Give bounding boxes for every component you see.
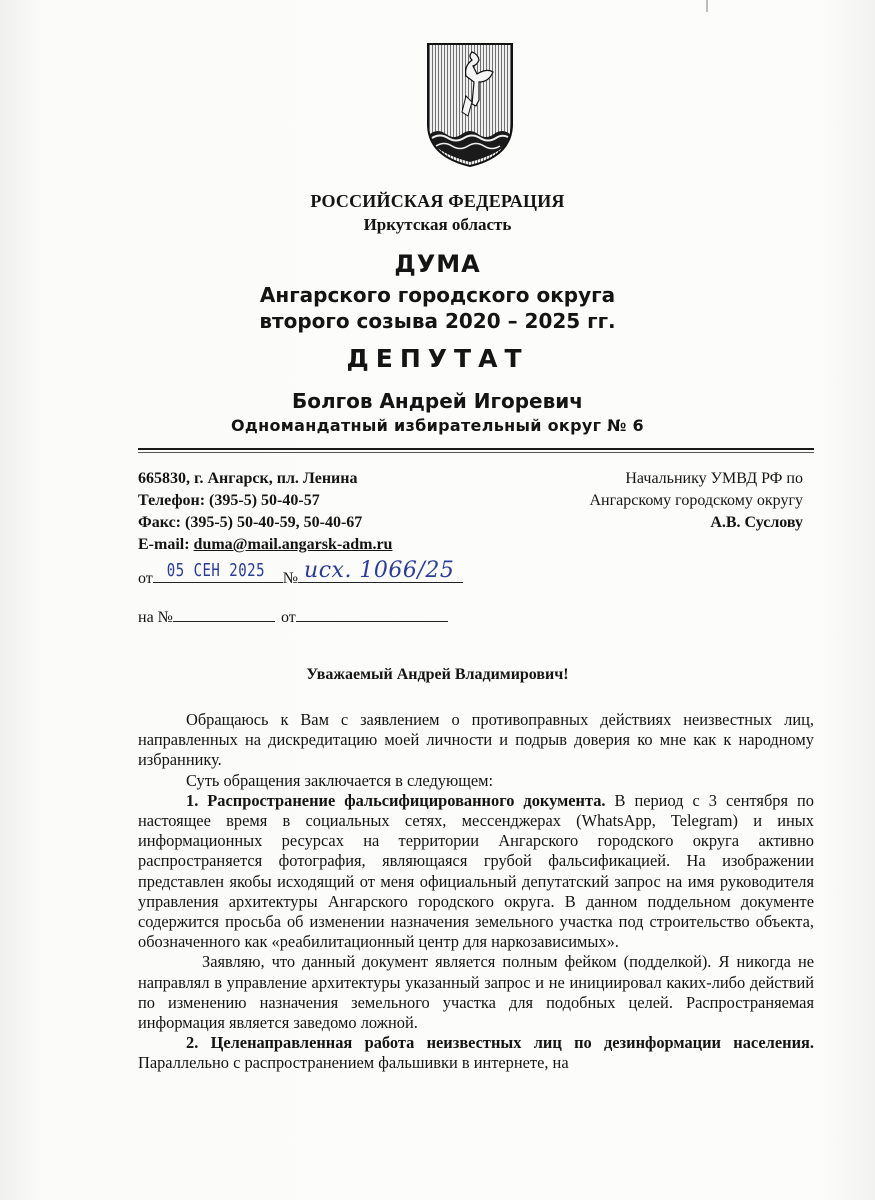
reply-date-field: [296, 605, 448, 622]
paragraph-intro: Обращаюсь к Вам с заявлением о противоправных действиях неизвестных лиц, направленных на дискредитацию моей личности и подрыв доверия ко мне как к народному избраннику.: [138, 710, 814, 770]
email-link[interactable]: duma@mail.angarsk-adm.ru: [193, 536, 393, 553]
item-2-text: Параллельно с распространением фальшивки в интернете, на: [138, 1053, 569, 1073]
letter-body: [138, 710, 814, 1074]
number-field: [298, 558, 463, 583]
district-heading: Ангарского городского округа: [259, 283, 616, 307]
sender-contacts: [138, 468, 392, 556]
country-heading: РОССИЙСКАЯ ФЕДЕРАЦИЯ: [310, 191, 565, 211]
number-label: №: [282, 570, 299, 587]
coat-of-arms-icon: [420, 38, 520, 168]
item-1-text: В период с 3 сентября по настоящее время в социальных сетях, мессенджерах (WhatsApp, Telegram) и иных информационных ресурсах на территории Ангарского городского округа активно распространяется фотография, являющаяся грубой фальсификацией. На изображении представлен якобы исходящий от меня официальный депутатский запрос на имя руководителя управления архитектуры Ангарского городского округа. В данном поддельном документе содержится просьба об изменении назначения земельного участка под строительство объекта, обозначенного как «реабилитационный центр для наркозависимых».: [138, 790, 814, 952]
reply-to-label: на №: [138, 609, 173, 626]
addressee-line-2: Ангарскому городскому округу: [589, 492, 803, 509]
date-stamp: 05 СЕН 2025: [166, 561, 265, 581]
addressee-name: А.В. Суслову: [710, 514, 803, 531]
paragraph-item-2: [138, 1033, 814, 1073]
letter-greeting: Уважаемый Андрей Владимирович!: [306, 666, 569, 683]
sender-address: 665830, г. Ангарск, пл. Ленина: [138, 470, 358, 487]
from-label: от: [138, 570, 153, 587]
outgoing-registration: [138, 558, 463, 588]
date-field: [153, 561, 283, 583]
item-2-heading: 2. Целенаправленная работа неизвестных лиц по дезинформации населения.: [186, 1033, 814, 1053]
header-divider-thin: [138, 452, 814, 453]
scan-edge-mark: [706, 0, 708, 12]
convocation-heading: второго созыва 2020 – 2025 гг.: [259, 309, 616, 333]
duma-heading: ДУМА: [394, 250, 481, 278]
region-heading: Иркутская область: [363, 215, 512, 234]
sender-email-row: [138, 534, 392, 556]
paragraph-essence: Суть обращения заключается в следующем:: [186, 770, 494, 790]
deputy-name: Болгов Андрей Игоревич: [292, 389, 583, 413]
addressee-line-1: Начальнику УМВД РФ по: [625, 470, 803, 487]
outgoing-number: исх. 1066/25: [304, 558, 455, 583]
sender-fax: Факс: (395-5) 50-40-59, 50-40-67: [138, 514, 363, 531]
sender-phone: Телефон: (395-5) 50-40-57: [138, 492, 320, 509]
constituency-line: Одномандатный избирательный округ № 6: [231, 416, 644, 435]
item-1-heading: 1. Распространение фальсифицированного документа.: [186, 790, 606, 810]
reply-number-field: [173, 605, 275, 622]
paragraph-statement: Заявляю, что данный документ является полным фейком (подделкой). Я никогда не направлял в управление архитектуры указанный запрос и не инициировал каких-либо действий по изменению назначения земельного участка для подобных целей. Распространяемая информация является заведомо ложной.: [138, 952, 814, 1033]
addressee-block: [589, 468, 803, 534]
header-divider: [138, 448, 814, 450]
deputy-title: ДЕПУТАТ: [346, 344, 529, 373]
reply-registration: [138, 605, 448, 627]
reply-from-label: от: [280, 609, 296, 626]
email-label: E-mail:: [138, 536, 194, 553]
paragraph-item-1: [138, 791, 814, 953]
